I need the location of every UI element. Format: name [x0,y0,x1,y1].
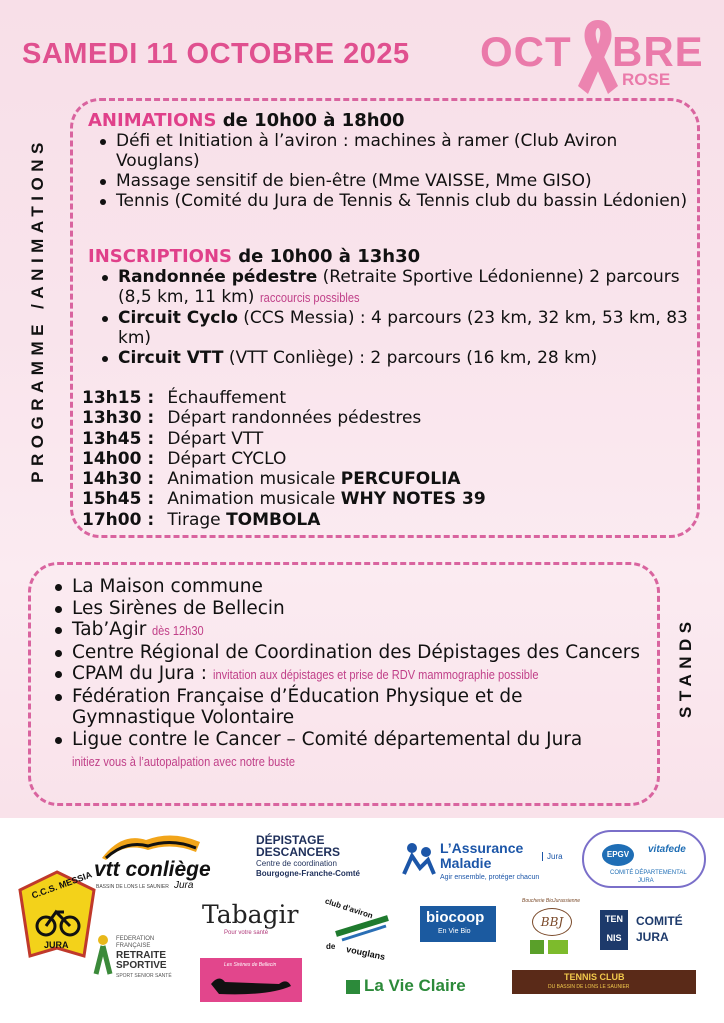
logo-word-right: BRE [612,28,704,75]
comite-tennis-logo [600,910,700,954]
lavieclaire-logo [346,976,466,1000]
schedule-list [82,388,682,530]
inscription-name: Circuit Cyclo [118,308,238,328]
dragon-boat-icon [209,972,293,998]
epgv-logo [582,830,706,888]
dep-line3: Centre de coordination [256,859,337,868]
animation-item: Massage sensitif de bien-être (Mme VAISSE, Mme GISO) [96,171,692,191]
am-line1: L’Assurance [440,840,524,856]
inscription-details: (Retraite Sportive Lédonienne) 2 parcours (8,5 km, 11 km) [118,267,680,307]
tabagir-logo [202,900,298,944]
tabagir-sub: Pour votre santé [224,930,269,936]
stand-text: Fédération Française d’Éducation Physique et de Gymnastique Volontaire [72,685,523,728]
schedule-text: Tirage [162,509,227,530]
tabagir-text: Tabagir [202,900,299,929]
schedule-bold: WHY NOTES 39 [340,489,486,510]
comite-jura-text: JURA [636,930,669,944]
ccs-jura-text: JURA [44,940,69,950]
ffrs-line4: SPORTIVE [116,960,167,971]
schedule-text: Départ VTT [162,428,264,449]
schedule-time: 13h30 : [82,408,155,429]
tennis-te: TEN [605,914,623,924]
ffrs-logo [92,930,178,984]
stand-item [50,598,650,620]
aviron-boat-icon [332,914,392,944]
schedule-row [82,429,682,449]
animation-item: Tennis (Comité du Jura de Tennis & Tennis club du bassin Lédonien) [96,191,692,211]
vtt-tiny-text: BASSIN DE LONS LE SAUNIER [96,884,169,890]
stand-item [50,686,650,729]
logo-sub: ROSE [622,70,671,89]
stand-text: La Maison commune [72,576,263,597]
tennis-club-text: TENNIS CLUB [564,972,625,982]
schedule-bold: PERCUFOLIA [340,469,461,490]
sirenes-text: Les Sirènes de Bellecin [224,962,277,968]
inscriptions-heading-time: de 10h00 à 13h30 [232,246,421,267]
stand-text: Tab’Agir [72,619,153,640]
animations-list [96,131,692,211]
animation-item: Défi et Initiation à l’aviron : machines à ramer (Club Aviron Vouglans) [96,131,692,171]
stand-item [50,729,650,773]
stand-item [50,663,650,686]
schedule-row [82,469,682,489]
stand-text: Centre Régional de Coordination des Dépistages des Cancers [72,641,640,663]
stand-item [50,576,650,598]
vitafede-text: vitafede [648,844,686,855]
schedule-text: Échauffement [162,388,287,408]
inscription-item [98,308,694,348]
schedule-time: 13h15 : [82,388,155,408]
aviron-line1: club d’aviron [323,896,374,921]
dep-line1: DÉPISTAGE [256,833,325,847]
inscriptions-heading [88,246,420,267]
dep-line4: Bourgogne-Franche-Comté [256,869,360,878]
sponsors-area [0,818,724,1023]
biocoop-sub: En Vie Bio [438,928,471,935]
vtt-jura-text: Jura [174,880,194,891]
animations-heading-pink: ANIMATIONS [88,110,217,131]
vtt-conliege-text: vtt conliège [94,858,211,881]
stands-list [50,576,650,773]
schedule-time: 13h45 : [82,428,155,449]
aviron-line3: vouglans [345,944,387,962]
am-line2: Maladie [440,855,492,871]
epgv-badge: EPGV [602,844,634,866]
sirenes-logo [200,958,302,1002]
aviron-logo [322,896,398,962]
assurance-maladie-logo [398,838,568,890]
event-date-title: SAMEDI 11 OCTOBRE 2025 [22,38,410,70]
animations-heading-time: de 10h00 à 18h00 [216,110,405,131]
am-tagline: Agir ensemble, protéger chacun [440,874,540,881]
ffrs-line3: RETRAITE [116,950,166,961]
inscription-item [98,267,694,308]
schedule-text: Départ CYCLO [162,448,287,469]
vtt-conliege-logo [92,828,211,900]
stand-note: dès 12h30 [152,623,204,638]
programme-side-label: PROGRAMME /ANIMATIONS [28,137,47,483]
bbj-logo [522,898,586,958]
stands-side-label: STANDS [676,616,695,718]
am-jura: Jura [542,852,563,861]
aviron-line2: de [326,942,336,951]
ab-bio-icon [530,940,544,954]
ffrs-line2: FRANÇAISE [116,943,151,949]
biocoop-logo [420,906,496,942]
ffrs-figure-icon [92,934,114,978]
biocoop-text: biocoop [426,909,485,926]
stand-item [50,642,650,664]
stand-text: Les Sirènes de Bellecin [72,597,285,619]
stand-note: initiez vous à l’autopalpation avec notre buste [72,754,295,769]
stand-item [50,619,650,642]
depistage-cancers-logo [256,834,376,890]
inscriptions-heading-pink: INSCRIPTIONS [88,246,232,267]
lavieclaire-icon [346,980,360,994]
schedule-row [82,510,682,530]
stand-text: Ligue contre le Cancer – Comité départemental du Jura [72,728,583,750]
bbj-text: BBJ [532,908,572,936]
tennis-badge [600,910,628,950]
ccs-messia-logo [18,870,96,962]
lavieclaire-text: La Vie Claire [364,976,466,995]
schedule-text: Animation musicale [162,489,341,510]
schedule-row [82,408,682,428]
bbj-line1: Boucherie BioJurassienne [522,898,581,904]
stand-note: invitation aux dépistages et prise de RDV mammographie possible [212,667,539,682]
comite-text: COMITÉ [636,914,683,928]
inscription-item [98,348,694,368]
ccs-messia-text: C.C.S. MESSIA [30,869,94,901]
inscription-details: (VTT Conliège) : 2 parcours (16 km, 28 km) [223,348,598,368]
logo-word-left: OCT [480,28,572,75]
vtt-mountains-icon [92,828,204,860]
schedule-time: 14h00 : [82,448,155,469]
ffrs-line5: SPORT SENIOR SANTÉ [116,973,172,979]
animations-heading [88,110,405,131]
schedule-row [82,489,682,509]
schedule-time: 14h30 : [82,469,155,490]
tennis-nis: NIS [606,933,622,943]
octobre-rose-logo [476,14,706,94]
schedule-time: 17h00 : [82,509,155,530]
eu-bio-icon [548,940,568,954]
inscription-details: (CCS Messia) : 4 parcours (23 km, 32 km, 53 km, 83 km) [118,308,688,348]
tennis-club-logo [512,970,696,994]
inscription-name: Randonnée pédestre [118,267,318,287]
epgv-jura: JURA [638,878,654,884]
tennis-club-sub: DU BASSIN DE LONS LE SAUNIER [548,984,630,990]
inscriptions-list [98,267,694,368]
epgv-sub: COMITÉ DÉPARTEMENTAL [610,870,687,876]
schedule-row [82,388,682,408]
schedule-row [82,449,682,469]
inscription-name: Circuit VTT [118,348,224,368]
schedule-bold: TOMBOLA [226,509,321,530]
schedule-time: 15h45 : [82,489,155,510]
assurance-maladie-icon [398,838,438,878]
stand-text: CPAM du Jura : [72,663,213,684]
ffrs-line1: FEDERATION [116,936,155,942]
inscription-note: raccourcis possibles [259,290,360,305]
schedule-text: Animation musicale [162,469,341,490]
dep-line2: DESCANCERS [256,845,341,859]
schedule-text: Départ randonnées pédestres [162,408,422,429]
